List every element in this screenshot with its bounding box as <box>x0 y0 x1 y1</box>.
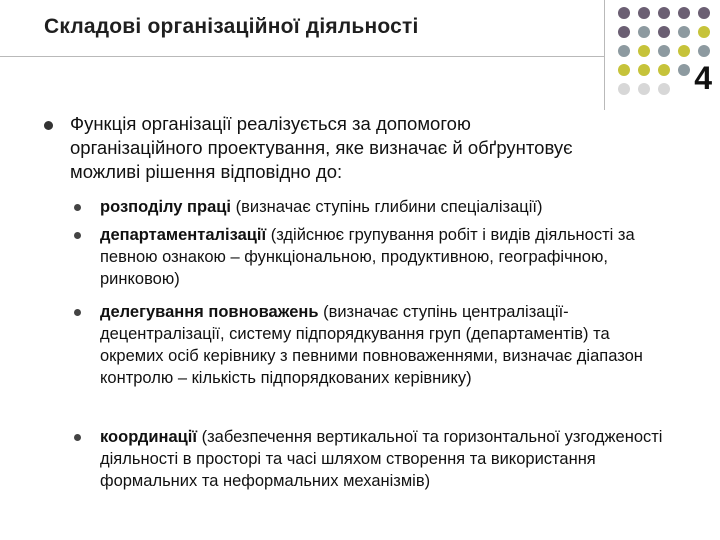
item-description: (забезпечення вертикальної та горизонтальної узгодженості діяльності в просторі та часі шляхом створення та використання формальних та неформальних механізмів) <box>100 428 663 490</box>
deco-dot <box>618 64 630 76</box>
bullet-dot <box>44 121 53 130</box>
list-item <box>100 301 675 389</box>
item-description: (визначає ступінь глибини спеціалізації) <box>231 198 543 216</box>
deco-dot <box>678 45 690 57</box>
item-term: розподілу праці <box>100 198 232 216</box>
main-paragraph: Функція організації реалізується за допомогою організаційного проектування, яке визначає й обґрунтовує можливі рішення відповідно до: <box>70 113 573 182</box>
deco-dot <box>658 7 670 19</box>
item-term: делегування повноважень <box>100 303 319 321</box>
list-item <box>100 196 675 218</box>
slide-title: Складові організаційної діяльності <box>44 15 419 38</box>
deco-dot <box>678 7 690 19</box>
deco-dot <box>678 26 690 38</box>
item-description: (визначає ступінь централізації-децентралізації, систему підпорядкування груп (департаментів) та окремих осіб керівнику з певними повноваженнями, визначає діапазон контролю – кількість підпорядкованих керівнику) <box>100 303 643 387</box>
deco-dot <box>638 7 650 19</box>
deco-dot <box>638 26 650 38</box>
bullet-dot <box>74 204 81 211</box>
deco-dot <box>698 7 710 19</box>
bullet-dot <box>74 434 81 441</box>
bullet-dot <box>74 309 81 316</box>
list-item <box>100 224 675 290</box>
deco-dot <box>658 26 670 38</box>
deco-dot <box>698 26 710 38</box>
item-term: координації <box>100 428 197 446</box>
deco-dot <box>618 26 630 38</box>
deco-dot <box>618 45 630 57</box>
deco-dot <box>638 83 650 95</box>
item-term: департаменталізації <box>100 226 267 244</box>
title-divider <box>0 56 604 57</box>
deco-dot <box>658 45 670 57</box>
deco-dot <box>638 45 650 57</box>
deco-dot <box>638 64 650 76</box>
list-item <box>100 426 675 492</box>
bullet-dot <box>74 232 81 239</box>
slide-number: 4 <box>694 60 712 96</box>
deco-dot <box>618 83 630 95</box>
corner-divider <box>604 0 605 110</box>
item-description: (здійснює групування робіт і видів діяльності за певною ознакою – функціональною, продуктивною, географічною, ринковою) <box>100 226 635 288</box>
deco-dot <box>698 45 710 57</box>
deco-dot <box>618 7 630 19</box>
